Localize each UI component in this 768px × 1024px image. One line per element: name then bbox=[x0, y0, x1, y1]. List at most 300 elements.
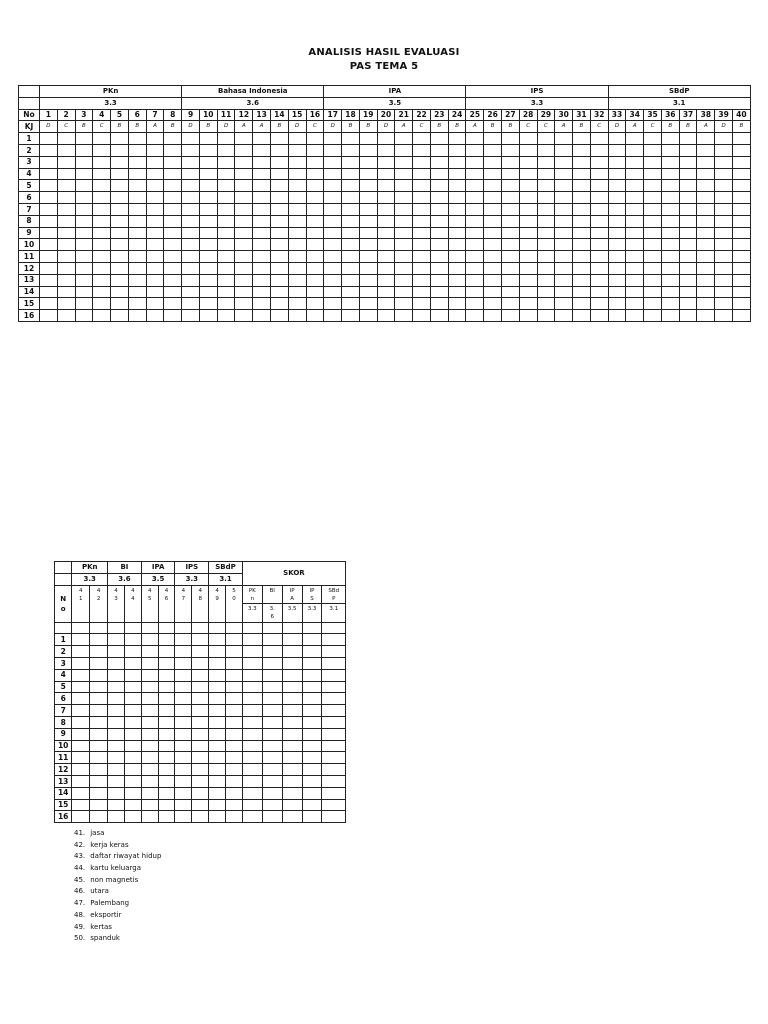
score-cell[interactable] bbox=[226, 752, 243, 764]
answer-cell[interactable] bbox=[288, 168, 306, 180]
answer-cell[interactable] bbox=[128, 262, 146, 274]
answer-cell[interactable] bbox=[40, 286, 58, 298]
score-cell[interactable] bbox=[192, 705, 209, 717]
answer-cell[interactable] bbox=[448, 215, 466, 227]
answer-cell[interactable] bbox=[57, 203, 75, 215]
answer-cell[interactable] bbox=[253, 203, 271, 215]
answer-cell[interactable] bbox=[466, 298, 484, 310]
answer-cell[interactable] bbox=[466, 286, 484, 298]
answer-cell[interactable] bbox=[217, 298, 235, 310]
answer-cell[interactable] bbox=[644, 274, 662, 286]
answer-cell[interactable] bbox=[75, 203, 93, 215]
score-cell[interactable] bbox=[282, 728, 302, 740]
answer-cell[interactable] bbox=[111, 203, 129, 215]
answer-cell[interactable] bbox=[466, 156, 484, 168]
answer-cell[interactable] bbox=[395, 286, 413, 298]
answer-cell[interactable] bbox=[271, 156, 289, 168]
answer-cell[interactable] bbox=[661, 227, 679, 239]
score-cell[interactable] bbox=[124, 681, 141, 693]
score-cell[interactable] bbox=[242, 646, 262, 658]
score-cell[interactable] bbox=[158, 693, 175, 705]
score-cell[interactable] bbox=[72, 634, 90, 646]
score-cell[interactable] bbox=[175, 634, 192, 646]
score-cell[interactable] bbox=[242, 705, 262, 717]
score-cell[interactable] bbox=[124, 787, 141, 799]
answer-cell[interactable] bbox=[164, 192, 182, 204]
answer-cell[interactable] bbox=[715, 262, 733, 274]
answer-cell[interactable] bbox=[146, 227, 164, 239]
score-cell[interactable] bbox=[90, 646, 108, 658]
score-cell[interactable] bbox=[141, 705, 158, 717]
answer-cell[interactable] bbox=[217, 239, 235, 251]
answer-cell[interactable] bbox=[271, 180, 289, 192]
answer-cell[interactable] bbox=[484, 133, 502, 145]
answer-cell[interactable] bbox=[395, 310, 413, 322]
answer-cell[interactable] bbox=[288, 286, 306, 298]
answer-cell[interactable] bbox=[590, 133, 608, 145]
answer-cell[interactable] bbox=[537, 262, 555, 274]
answer-cell[interactable] bbox=[590, 180, 608, 192]
answer-cell[interactable] bbox=[590, 156, 608, 168]
answer-cell[interactable] bbox=[484, 227, 502, 239]
score-cell[interactable] bbox=[108, 740, 125, 752]
answer-cell[interactable] bbox=[111, 180, 129, 192]
score-cell[interactable] bbox=[141, 646, 158, 658]
score-cell[interactable] bbox=[226, 811, 243, 823]
answer-cell[interactable] bbox=[199, 262, 217, 274]
score-cell[interactable] bbox=[72, 728, 90, 740]
answer-cell[interactable] bbox=[573, 286, 591, 298]
answer-cell[interactable] bbox=[253, 168, 271, 180]
answer-cell[interactable] bbox=[217, 274, 235, 286]
answer-cell[interactable] bbox=[182, 262, 200, 274]
answer-cell[interactable] bbox=[199, 274, 217, 286]
answer-cell[interactable] bbox=[537, 310, 555, 322]
answer-cell[interactable] bbox=[715, 144, 733, 156]
answer-cell[interactable] bbox=[715, 215, 733, 227]
answer-cell[interactable] bbox=[288, 144, 306, 156]
answer-cell[interactable] bbox=[93, 262, 111, 274]
answer-cell[interactable] bbox=[40, 168, 58, 180]
answer-cell[interactable] bbox=[484, 310, 502, 322]
answer-cell[interactable] bbox=[306, 286, 324, 298]
score-cell[interactable] bbox=[124, 634, 141, 646]
score-cell[interactable] bbox=[242, 669, 262, 681]
answer-cell[interactable] bbox=[644, 168, 662, 180]
answer-cell[interactable] bbox=[324, 215, 342, 227]
answer-cell[interactable] bbox=[519, 310, 537, 322]
score-cell[interactable] bbox=[124, 799, 141, 811]
answer-cell[interactable] bbox=[413, 298, 431, 310]
answer-cell[interactable] bbox=[342, 215, 360, 227]
score-cell[interactable] bbox=[242, 693, 262, 705]
answer-cell[interactable] bbox=[644, 156, 662, 168]
answer-cell[interactable] bbox=[93, 227, 111, 239]
answer-cell[interactable] bbox=[555, 168, 573, 180]
score-cell[interactable] bbox=[322, 740, 346, 752]
answer-cell[interactable] bbox=[519, 286, 537, 298]
score-cell[interactable] bbox=[141, 811, 158, 823]
answer-cell[interactable] bbox=[377, 227, 395, 239]
answer-cell[interactable] bbox=[644, 239, 662, 251]
answer-cell[interactable] bbox=[732, 203, 750, 215]
answer-cell[interactable] bbox=[715, 133, 733, 145]
score-cell[interactable] bbox=[209, 764, 226, 776]
answer-cell[interactable] bbox=[537, 180, 555, 192]
answer-cell[interactable] bbox=[732, 180, 750, 192]
answer-cell[interactable] bbox=[146, 144, 164, 156]
score-cell[interactable] bbox=[141, 716, 158, 728]
answer-cell[interactable] bbox=[679, 251, 697, 263]
answer-cell[interactable] bbox=[182, 227, 200, 239]
answer-cell[interactable] bbox=[502, 239, 520, 251]
answer-cell[interactable] bbox=[306, 133, 324, 145]
answer-cell[interactable] bbox=[342, 310, 360, 322]
answer-cell[interactable] bbox=[697, 168, 715, 180]
score-cell[interactable] bbox=[90, 693, 108, 705]
answer-cell[interactable] bbox=[430, 310, 448, 322]
answer-cell[interactable] bbox=[661, 262, 679, 274]
answer-cell[interactable] bbox=[715, 203, 733, 215]
answer-cell[interactable] bbox=[590, 298, 608, 310]
answer-cell[interactable] bbox=[377, 168, 395, 180]
answer-cell[interactable] bbox=[608, 227, 626, 239]
answer-cell[interactable] bbox=[111, 251, 129, 263]
answer-cell[interactable] bbox=[306, 192, 324, 204]
score-cell[interactable] bbox=[226, 799, 243, 811]
answer-cell[interactable] bbox=[164, 133, 182, 145]
score-cell[interactable] bbox=[302, 799, 322, 811]
score-cell[interactable] bbox=[322, 634, 346, 646]
score-cell[interactable] bbox=[108, 693, 125, 705]
answer-cell[interactable] bbox=[466, 215, 484, 227]
answer-cell[interactable] bbox=[537, 274, 555, 286]
answer-cell[interactable] bbox=[484, 144, 502, 156]
answer-cell[interactable] bbox=[40, 227, 58, 239]
answer-cell[interactable] bbox=[484, 156, 502, 168]
answer-cell[interactable] bbox=[253, 251, 271, 263]
answer-cell[interactable] bbox=[661, 286, 679, 298]
answer-cell[interactable] bbox=[128, 203, 146, 215]
score-cell[interactable] bbox=[108, 811, 125, 823]
answer-cell[interactable] bbox=[395, 227, 413, 239]
answer-cell[interactable] bbox=[324, 274, 342, 286]
answer-cell[interactable] bbox=[93, 298, 111, 310]
score-cell[interactable] bbox=[108, 634, 125, 646]
score-cell[interactable] bbox=[282, 681, 302, 693]
answer-cell[interactable] bbox=[413, 168, 431, 180]
score-cell[interactable] bbox=[124, 669, 141, 681]
score-cell[interactable] bbox=[282, 716, 302, 728]
answer-cell[interactable] bbox=[519, 215, 537, 227]
answer-cell[interactable] bbox=[57, 168, 75, 180]
score-cell[interactable] bbox=[158, 775, 175, 787]
answer-cell[interactable] bbox=[199, 168, 217, 180]
answer-cell[interactable] bbox=[395, 215, 413, 227]
answer-cell[interactable] bbox=[146, 180, 164, 192]
answer-cell[interactable] bbox=[573, 298, 591, 310]
score-cell[interactable] bbox=[302, 764, 322, 776]
answer-cell[interactable] bbox=[466, 239, 484, 251]
score-cell[interactable] bbox=[242, 775, 262, 787]
score-cell[interactable] bbox=[282, 669, 302, 681]
score-cell[interactable] bbox=[158, 728, 175, 740]
answer-cell[interactable] bbox=[502, 274, 520, 286]
answer-cell[interactable] bbox=[377, 251, 395, 263]
score-cell[interactable] bbox=[209, 657, 226, 669]
answer-cell[interactable] bbox=[164, 203, 182, 215]
score-cell[interactable] bbox=[262, 669, 282, 681]
score-cell[interactable] bbox=[141, 693, 158, 705]
answer-cell[interactable] bbox=[430, 286, 448, 298]
score-cell[interactable] bbox=[124, 764, 141, 776]
score-cell[interactable] bbox=[282, 705, 302, 717]
answer-cell[interactable] bbox=[288, 262, 306, 274]
answer-cell[interactable] bbox=[57, 156, 75, 168]
answer-cell[interactable] bbox=[253, 239, 271, 251]
answer-cell[interactable] bbox=[235, 274, 253, 286]
answer-cell[interactable] bbox=[306, 239, 324, 251]
answer-cell[interactable] bbox=[679, 168, 697, 180]
score-cell[interactable] bbox=[72, 764, 90, 776]
answer-cell[interactable] bbox=[502, 133, 520, 145]
answer-cell[interactable] bbox=[715, 239, 733, 251]
answer-cell[interactable] bbox=[715, 227, 733, 239]
answer-cell[interactable] bbox=[75, 286, 93, 298]
answer-cell[interactable] bbox=[555, 262, 573, 274]
answer-cell[interactable] bbox=[732, 215, 750, 227]
answer-cell[interactable] bbox=[182, 180, 200, 192]
answer-cell[interactable] bbox=[430, 262, 448, 274]
answer-cell[interactable] bbox=[466, 310, 484, 322]
answer-cell[interactable] bbox=[644, 298, 662, 310]
answer-cell[interactable] bbox=[537, 203, 555, 215]
score-cell[interactable] bbox=[72, 740, 90, 752]
score-cell[interactable] bbox=[242, 657, 262, 669]
answer-cell[interactable] bbox=[164, 262, 182, 274]
score-cell[interactable] bbox=[242, 740, 262, 752]
answer-cell[interactable] bbox=[306, 215, 324, 227]
answer-cell[interactable] bbox=[217, 203, 235, 215]
score-cell[interactable] bbox=[108, 657, 125, 669]
answer-cell[interactable] bbox=[146, 286, 164, 298]
answer-cell[interactable] bbox=[253, 215, 271, 227]
answer-cell[interactable] bbox=[555, 180, 573, 192]
score-cell[interactable] bbox=[209, 669, 226, 681]
answer-cell[interactable] bbox=[502, 203, 520, 215]
score-cell[interactable] bbox=[282, 799, 302, 811]
score-cell[interactable] bbox=[262, 681, 282, 693]
answer-cell[interactable] bbox=[413, 286, 431, 298]
answer-cell[interactable] bbox=[608, 133, 626, 145]
answer-cell[interactable] bbox=[715, 156, 733, 168]
answer-cell[interactable] bbox=[590, 274, 608, 286]
answer-cell[interactable] bbox=[324, 239, 342, 251]
answer-cell[interactable] bbox=[111, 168, 129, 180]
answer-cell[interactable] bbox=[626, 227, 644, 239]
score-cell[interactable] bbox=[141, 657, 158, 669]
score-cell[interactable] bbox=[282, 657, 302, 669]
answer-cell[interactable] bbox=[644, 133, 662, 145]
answer-cell[interactable] bbox=[732, 274, 750, 286]
score-cell[interactable] bbox=[322, 799, 346, 811]
score-cell[interactable] bbox=[302, 752, 322, 764]
answer-cell[interactable] bbox=[519, 180, 537, 192]
answer-cell[interactable] bbox=[644, 144, 662, 156]
answer-cell[interactable] bbox=[448, 262, 466, 274]
answer-cell[interactable] bbox=[715, 251, 733, 263]
answer-cell[interactable] bbox=[111, 192, 129, 204]
answer-cell[interactable] bbox=[573, 251, 591, 263]
score-cell[interactable] bbox=[262, 764, 282, 776]
answer-cell[interactable] bbox=[57, 298, 75, 310]
score-cell[interactable] bbox=[158, 799, 175, 811]
answer-cell[interactable] bbox=[644, 192, 662, 204]
answer-cell[interactable] bbox=[732, 168, 750, 180]
answer-cell[interactable] bbox=[484, 286, 502, 298]
answer-cell[interactable] bbox=[75, 133, 93, 145]
answer-cell[interactable] bbox=[661, 192, 679, 204]
answer-cell[interactable] bbox=[537, 156, 555, 168]
score-cell[interactable] bbox=[302, 811, 322, 823]
answer-cell[interactable] bbox=[466, 262, 484, 274]
answer-cell[interactable] bbox=[359, 310, 377, 322]
answer-cell[interactable] bbox=[626, 298, 644, 310]
answer-cell[interactable] bbox=[324, 203, 342, 215]
answer-cell[interactable] bbox=[484, 168, 502, 180]
answer-cell[interactable] bbox=[697, 274, 715, 286]
score-cell[interactable] bbox=[226, 693, 243, 705]
answer-cell[interactable] bbox=[253, 286, 271, 298]
answer-cell[interactable] bbox=[626, 168, 644, 180]
answer-cell[interactable] bbox=[40, 180, 58, 192]
answer-cell[interactable] bbox=[182, 239, 200, 251]
score-cell[interactable] bbox=[282, 787, 302, 799]
score-cell[interactable] bbox=[175, 657, 192, 669]
answer-cell[interactable] bbox=[324, 156, 342, 168]
score-cell[interactable] bbox=[302, 705, 322, 717]
answer-cell[interactable] bbox=[377, 215, 395, 227]
answer-cell[interactable] bbox=[430, 274, 448, 286]
answer-cell[interactable] bbox=[608, 286, 626, 298]
answer-cell[interactable] bbox=[608, 274, 626, 286]
score-cell[interactable] bbox=[72, 693, 90, 705]
answer-cell[interactable] bbox=[359, 203, 377, 215]
answer-cell[interactable] bbox=[732, 227, 750, 239]
answer-cell[interactable] bbox=[413, 310, 431, 322]
answer-cell[interactable] bbox=[40, 251, 58, 263]
answer-cell[interactable] bbox=[111, 215, 129, 227]
answer-cell[interactable] bbox=[430, 192, 448, 204]
answer-cell[interactable] bbox=[395, 251, 413, 263]
answer-cell[interactable] bbox=[626, 239, 644, 251]
answer-cell[interactable] bbox=[732, 144, 750, 156]
answer-cell[interactable] bbox=[306, 262, 324, 274]
answer-cell[interactable] bbox=[217, 156, 235, 168]
answer-cell[interactable] bbox=[573, 192, 591, 204]
answer-cell[interactable] bbox=[40, 262, 58, 274]
answer-cell[interactable] bbox=[697, 227, 715, 239]
answer-cell[interactable] bbox=[164, 168, 182, 180]
score-cell[interactable] bbox=[108, 669, 125, 681]
answer-cell[interactable] bbox=[111, 227, 129, 239]
answer-cell[interactable] bbox=[519, 156, 537, 168]
answer-cell[interactable] bbox=[555, 227, 573, 239]
answer-cell[interactable] bbox=[217, 180, 235, 192]
answer-cell[interactable] bbox=[306, 168, 324, 180]
answer-cell[interactable] bbox=[235, 262, 253, 274]
answer-cell[interactable] bbox=[128, 298, 146, 310]
answer-cell[interactable] bbox=[697, 203, 715, 215]
answer-cell[interactable] bbox=[271, 239, 289, 251]
answer-cell[interactable] bbox=[555, 274, 573, 286]
answer-cell[interactable] bbox=[679, 262, 697, 274]
answer-cell[interactable] bbox=[377, 144, 395, 156]
answer-cell[interactable] bbox=[342, 227, 360, 239]
answer-cell[interactable] bbox=[217, 215, 235, 227]
answer-cell[interactable] bbox=[466, 227, 484, 239]
answer-cell[interactable] bbox=[661, 180, 679, 192]
answer-cell[interactable] bbox=[182, 192, 200, 204]
answer-cell[interactable] bbox=[484, 215, 502, 227]
answer-cell[interactable] bbox=[235, 192, 253, 204]
answer-cell[interactable] bbox=[146, 168, 164, 180]
score-cell[interactable] bbox=[322, 646, 346, 658]
score-cell[interactable] bbox=[192, 716, 209, 728]
answer-cell[interactable] bbox=[448, 298, 466, 310]
score-cell[interactable] bbox=[124, 728, 141, 740]
score-cell[interactable] bbox=[175, 775, 192, 787]
score-cell[interactable] bbox=[90, 740, 108, 752]
answer-cell[interactable] bbox=[519, 239, 537, 251]
score-cell[interactable] bbox=[262, 787, 282, 799]
answer-cell[interactable] bbox=[217, 286, 235, 298]
answer-cell[interactable] bbox=[732, 156, 750, 168]
answer-cell[interactable] bbox=[342, 168, 360, 180]
answer-cell[interactable] bbox=[697, 239, 715, 251]
answer-cell[interactable] bbox=[40, 274, 58, 286]
score-cell[interactable] bbox=[302, 646, 322, 658]
answer-cell[interactable] bbox=[377, 192, 395, 204]
answer-cell[interactable] bbox=[661, 203, 679, 215]
answer-cell[interactable] bbox=[608, 262, 626, 274]
score-cell[interactable] bbox=[226, 787, 243, 799]
answer-cell[interactable] bbox=[413, 203, 431, 215]
score-cell[interactable] bbox=[90, 787, 108, 799]
answer-cell[interactable] bbox=[57, 262, 75, 274]
score-cell[interactable] bbox=[302, 716, 322, 728]
answer-cell[interactable] bbox=[502, 298, 520, 310]
answer-cell[interactable] bbox=[377, 298, 395, 310]
answer-cell[interactable] bbox=[608, 180, 626, 192]
answer-cell[interactable] bbox=[253, 144, 271, 156]
answer-cell[interactable] bbox=[644, 251, 662, 263]
score-cell[interactable] bbox=[90, 728, 108, 740]
score-cell[interactable] bbox=[108, 752, 125, 764]
answer-cell[interactable] bbox=[324, 144, 342, 156]
score-cell[interactable] bbox=[226, 705, 243, 717]
score-cell[interactable] bbox=[72, 705, 90, 717]
score-cell[interactable] bbox=[302, 787, 322, 799]
score-cell[interactable] bbox=[282, 646, 302, 658]
answer-cell[interactable] bbox=[75, 239, 93, 251]
answer-cell[interactable] bbox=[448, 310, 466, 322]
answer-cell[interactable] bbox=[502, 227, 520, 239]
score-cell[interactable] bbox=[72, 787, 90, 799]
answer-cell[interactable] bbox=[111, 156, 129, 168]
answer-cell[interactable] bbox=[626, 192, 644, 204]
answer-cell[interactable] bbox=[395, 203, 413, 215]
